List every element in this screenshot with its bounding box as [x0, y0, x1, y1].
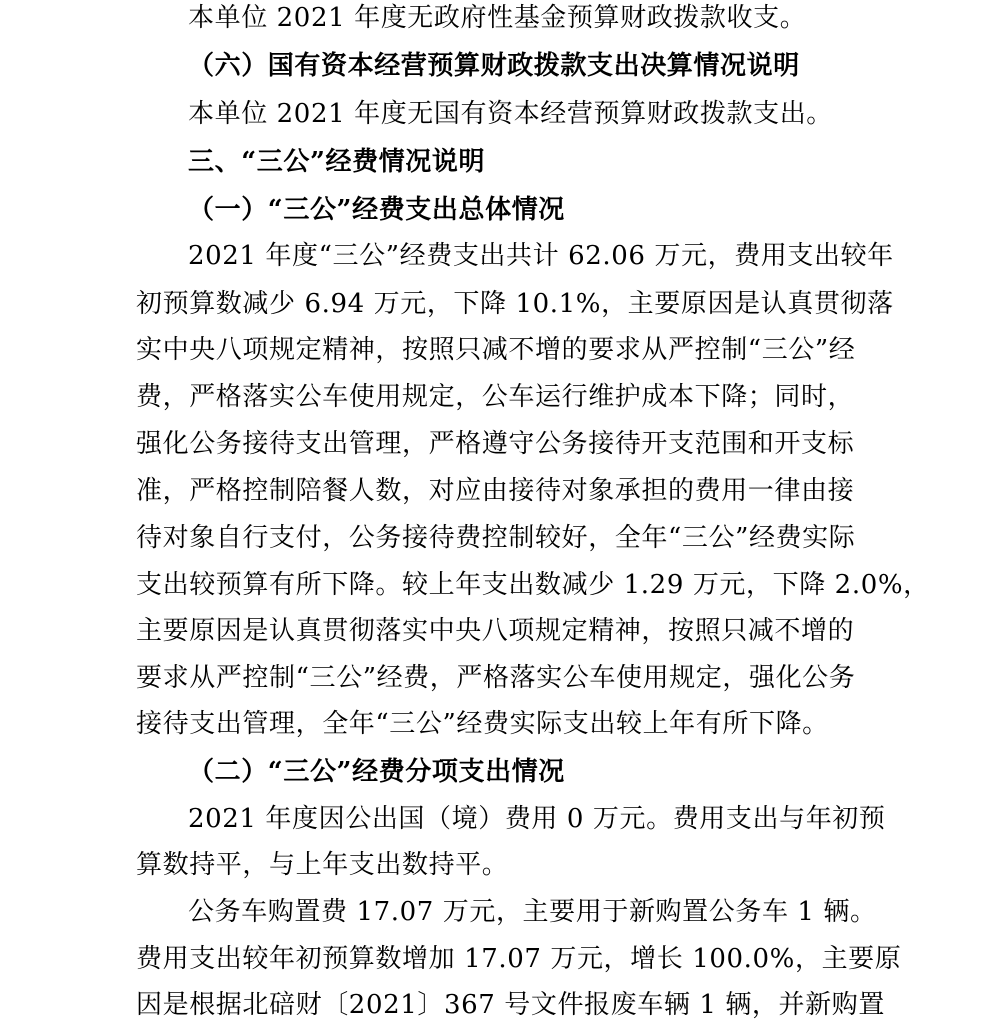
paragraph-line: 2021 年度“三公”经费支出共计 62.06 万元，费用支出较年 [188, 241, 894, 271]
paragraph-line: 费，严格落实公车使用规定，公车运行维护成本下降；同时， [136, 382, 855, 412]
paragraph-line: 公务车购置费 17.07 万元，主要用于新购置公务车 1 辆。 [188, 897, 877, 927]
paragraph-line: 算数持平，与上年支出数持平。 [136, 850, 509, 880]
paragraph-line: 准，严格控制陪餐人数，对应由接待对象承担的费用一律由接 [136, 476, 855, 506]
paragraph-line: 待对象自行支付，公务接待费控制较好，全年“三公”经费实际 [136, 523, 856, 553]
paragraph-line: 初预算数减少 6.94 万元，下降 10.1%，主要原因是认真贯彻落 [136, 289, 894, 319]
paragraph-line: 要求从严控制“三公”经费，严格落实公车使用规定，强化公务 [136, 663, 856, 693]
paragraph-line: 费用支出较年初预算数增加 17.07 万元，增长 100.0%，主要原 [136, 944, 902, 974]
paragraph-line: 本单位 2021 年度无政府性基金预算财政拨款收支。 [188, 3, 807, 33]
paragraph-line: 实中央八项规定精神，按照只减不增的要求从严控制“三公”经 [136, 335, 856, 365]
paragraph-line: 接待支出管理，全年“三公”经费实际支出较上年有所下降。 [136, 709, 829, 739]
paragraph-line: 支出较预算有所下降。较上年支出数减少 1.29 万元，下降 2.0%， [136, 570, 930, 600]
paragraph-line: 强化公务接待支出管理，严格遵守公务接待开支范围和开支标 [136, 429, 855, 459]
paragraph-line: 主要原因是认真贯彻落实中央八项规定精神，按照只减不增的 [136, 616, 855, 646]
section-heading: 三、“三公”经费情况说明 [188, 147, 486, 177]
paragraph-line: 因是根据北碚财〔2021〕367 号文件报废车辆 1 辆，并新购置 [136, 990, 885, 1020]
section-heading: （六）国有资本经营预算财政拨款支出决算情况说明 [188, 51, 800, 81]
paragraph-line: 本单位 2021 年度无国有资本经营预算财政拨款支出。 [188, 99, 833, 129]
section-heading: （二）“三公”经费分项支出情况 [188, 757, 565, 787]
paragraph-line: 2021 年度因公出国（境）费用 0 万元。费用支出与年初预 [188, 804, 886, 834]
section-heading: （一）“三公”经费支出总体情况 [188, 195, 565, 225]
